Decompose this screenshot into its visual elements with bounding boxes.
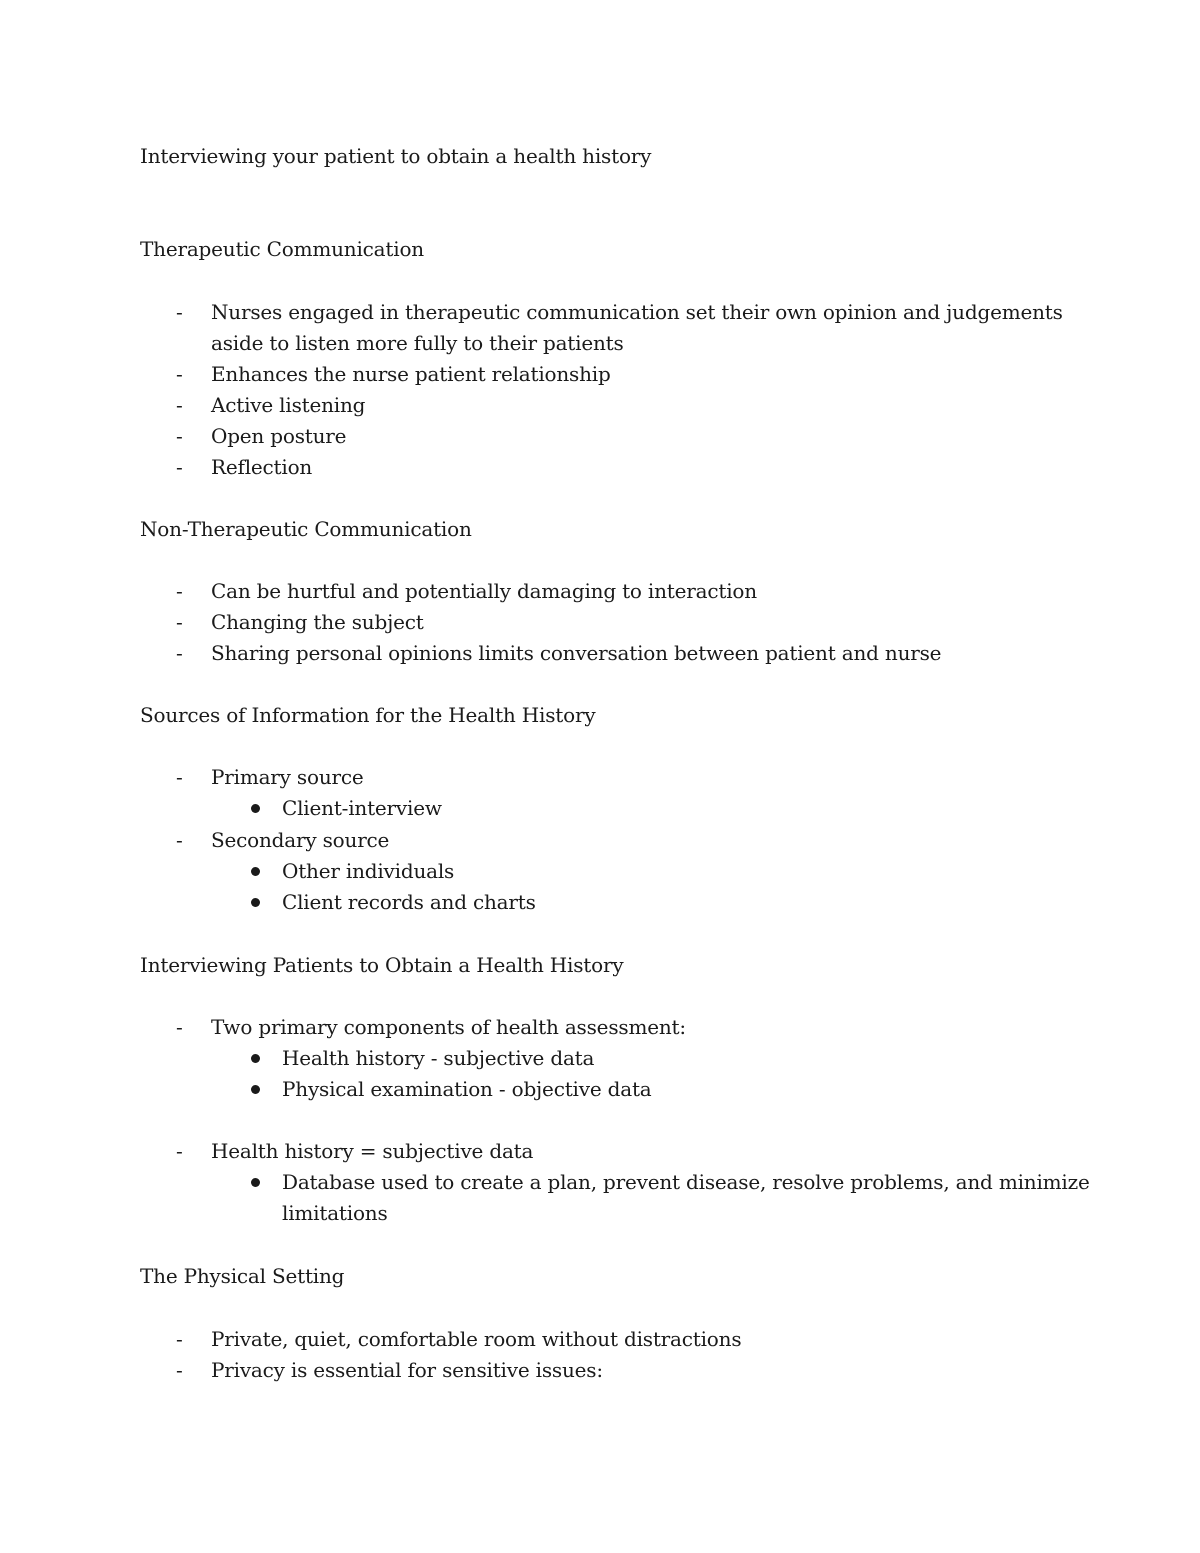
dash-bullet: - <box>176 1139 183 1163</box>
list-item: Nurses engaged in therapeutic communication set their own opinion and judgements <box>211 300 1063 324</box>
list-item: Private, quiet, comfortable room without distractions <box>211 1327 742 1351</box>
dash-bullet: - <box>176 424 183 448</box>
round-bullet-icon <box>251 1054 260 1063</box>
dash-bullet: - <box>176 455 183 479</box>
dash-bullet: - <box>176 610 183 634</box>
dash-bullet: - <box>176 641 183 665</box>
dash-bullet: - <box>176 1358 183 1382</box>
section-heading-physical-setting: The Physical Setting <box>140 1264 345 1288</box>
list-item: Health history = subjective data <box>211 1139 534 1163</box>
sub-list-item: Client-interview <box>282 796 442 820</box>
section-heading-interviewing: Interviewing Patients to Obtain a Health History <box>140 953 624 977</box>
round-bullet-icon <box>251 867 260 876</box>
round-bullet-icon <box>251 1085 260 1094</box>
list-item: Reflection <box>211 455 313 479</box>
list-item: Privacy is essential for sensitive issues: <box>211 1358 603 1382</box>
round-bullet-icon <box>251 804 260 813</box>
list-item: Active listening <box>211 393 366 417</box>
list-item: Two primary components of health assessment: <box>211 1015 686 1039</box>
dash-bullet: - <box>176 828 183 852</box>
round-bullet-icon <box>251 898 260 907</box>
dash-bullet: - <box>176 393 183 417</box>
sub-list-item-continuation: limitations <box>282 1201 388 1225</box>
sub-list-item: Database used to create a plan, prevent disease, resolve problems, and minimize <box>282 1170 1090 1194</box>
section-heading-non-therapeutic: Non-Therapeutic Communication <box>140 517 472 541</box>
round-bullet-icon <box>251 1178 260 1187</box>
document-title: Interviewing your patient to obtain a health history <box>140 144 652 168</box>
list-item: Secondary source <box>211 828 390 852</box>
list-item: Enhances the nurse patient relationship <box>211 362 611 386</box>
dash-bullet: - <box>176 765 183 789</box>
dash-bullet: - <box>176 1015 183 1039</box>
sub-list-item: Physical examination - objective data <box>282 1077 652 1101</box>
sub-list-item: Other individuals <box>282 859 455 883</box>
section-heading-therapeutic: Therapeutic Communication <box>140 237 424 261</box>
dash-bullet: - <box>176 579 183 603</box>
dash-bullet: - <box>176 362 183 386</box>
list-item: Changing the subject <box>211 610 424 634</box>
sub-list-item: Health history - subjective data <box>282 1046 595 1070</box>
sub-list-item: Client records and charts <box>282 890 536 914</box>
list-item: Can be hurtful and potentially damaging to interaction <box>211 579 757 603</box>
list-item-continuation: aside to listen more fully to their patients <box>211 331 624 355</box>
dash-bullet: - <box>176 1327 183 1351</box>
section-heading-sources: Sources of Information for the Health History <box>140 703 596 727</box>
list-item: Open posture <box>211 424 347 448</box>
dash-bullet: - <box>176 300 183 324</box>
list-item: Sharing personal opinions limits conversation between patient and nurse <box>211 641 942 665</box>
list-item: Primary source <box>211 765 364 789</box>
